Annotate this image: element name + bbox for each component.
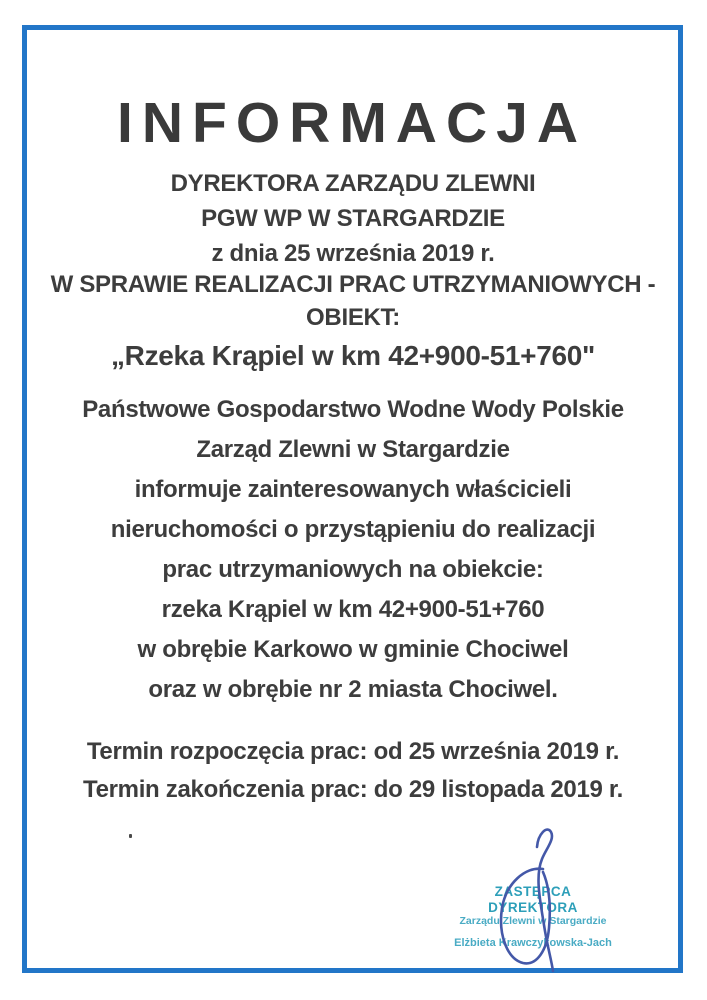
body-line: Zarząd Zlewni w Stargardzie [196, 436, 510, 463]
body-line: oraz w obrębie nr 2 miasta Chociwel. [148, 676, 558, 703]
term-end-line: Termin zakończenia prac: do 29 listopada 2019 r. [82, 776, 624, 803]
header-line-date: z dnia 25 września 2019 r. [211, 240, 495, 267]
work-terms [42, 733, 664, 809]
stamp-role-title: ZASTĘPCA DYREKTORA [488, 884, 578, 915]
subject-intro-line: W SPRAWIE REALIZACJI PRAC UTRZYMANIOWYCH - OBIEKT: [50, 271, 656, 331]
body-line: prac utrzymaniowych na obiekcie: [162, 556, 544, 583]
document-header [42, 166, 664, 271]
header-line-issuer: DYREKTORA ZARZĄDU ZLEWNI [170, 170, 536, 197]
page-title: INFORMACJA [117, 91, 587, 155]
term-start-line: Termin rozpoczęcia prac: od 25 września 2019 r. [86, 738, 620, 765]
body-line: w obrębie Karkowo w gminie Chociwel [137, 636, 569, 663]
subject-object-name: „Rzeka Krąpiel w km 42+900-51+760" [110, 340, 596, 371]
handwritten-signature-icon [480, 818, 580, 980]
notice-body [42, 390, 664, 710]
header-line-institution: PGW WP W STARGARDZIE [201, 205, 505, 232]
body-line: Państwowe Gospodarstwo Wodne Wody Polskie [82, 396, 624, 423]
stamp-organization: Zarządu Zlewni w Stargardzie [459, 915, 607, 928]
body-line: nieruchomości o przystąpieniu do realizacji [110, 516, 596, 543]
scan-artifact-speck [129, 834, 132, 838]
body-line: informuje zainteresowanych właścicieli [134, 476, 572, 503]
body-line: rzeka Krąpiel w km 42+900-51+760 [161, 596, 545, 623]
stamp-person-name: Elżbieta Krawczykowska-Jach [454, 937, 612, 950]
